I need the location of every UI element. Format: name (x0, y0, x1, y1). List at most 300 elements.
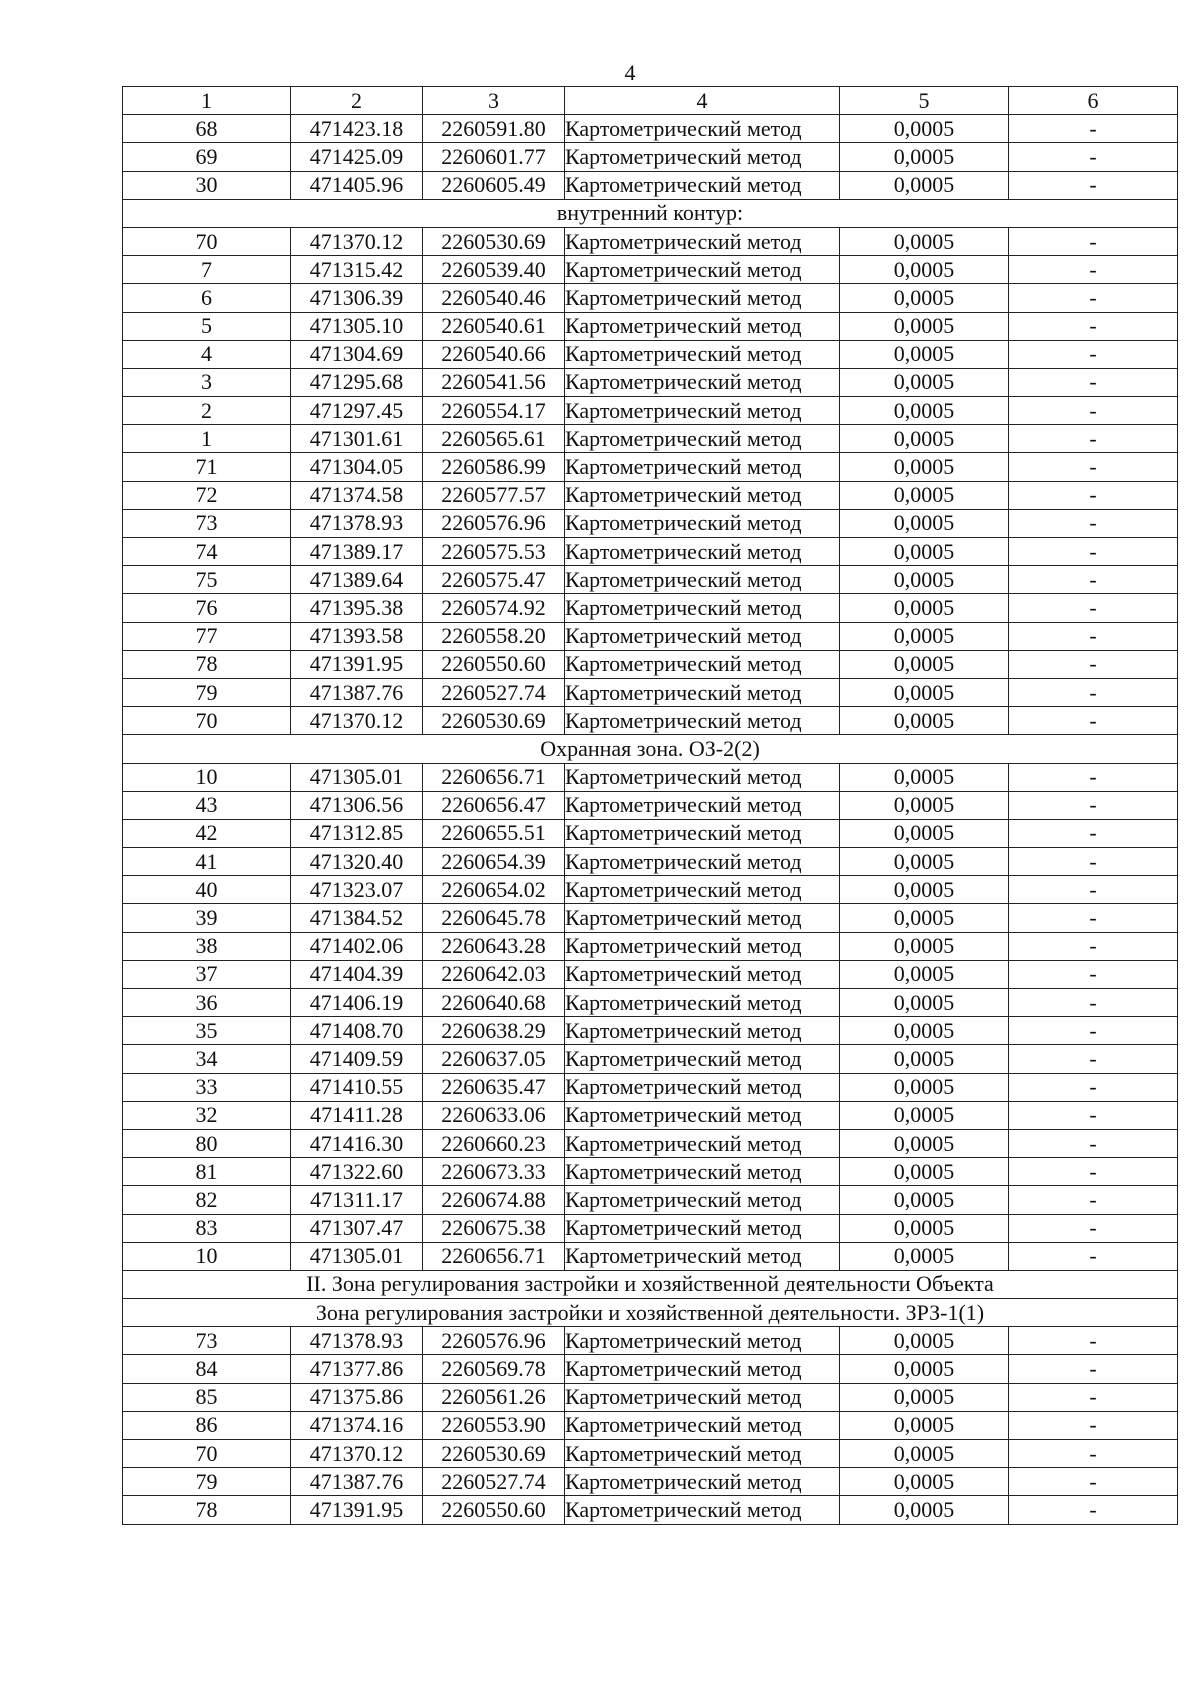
table-row (123, 1101, 1178, 1129)
point-number-cell: 2 (123, 397, 291, 425)
method-cell: Картометрический метод (565, 622, 840, 650)
y-coordinate-cell: 2260540.66 (423, 340, 565, 368)
accuracy-cell: 0,0005 (840, 312, 1009, 340)
point-number-cell: 82 (123, 1186, 291, 1214)
y-coordinate-cell: 2260530.69 (423, 1440, 565, 1468)
table-row (123, 1242, 1178, 1270)
accuracy-cell: 0,0005 (840, 284, 1009, 312)
y-coordinate-cell: 2260530.69 (423, 707, 565, 735)
x-coordinate-cell: 471423.18 (291, 115, 423, 143)
note-cell: - (1009, 227, 1178, 255)
accuracy-cell: 0,0005 (840, 876, 1009, 904)
table-row (123, 425, 1178, 453)
accuracy-cell: 0,0005 (840, 904, 1009, 932)
accuracy-cell: 0,0005 (840, 1468, 1009, 1496)
page-number: 4 (624, 60, 636, 85)
note-cell: - (1009, 340, 1178, 368)
y-coordinate-cell: 2260643.28 (423, 932, 565, 960)
y-coordinate-cell: 2260591.80 (423, 115, 565, 143)
table-row (123, 1355, 1178, 1383)
note-cell: - (1009, 1327, 1178, 1355)
table-row (123, 1383, 1178, 1411)
method-cell: Картометрический метод (565, 227, 840, 255)
note-cell: - (1009, 397, 1178, 425)
accuracy-cell: 0,0005 (840, 932, 1009, 960)
table-row (123, 368, 1178, 396)
x-coordinate-cell: 471387.76 (291, 678, 423, 706)
note-cell: - (1009, 904, 1178, 932)
x-coordinate-cell: 471374.58 (291, 481, 423, 509)
x-coordinate-cell: 471384.52 (291, 904, 423, 932)
method-cell: Картометрический метод (565, 1468, 840, 1496)
point-number-cell: 38 (123, 932, 291, 960)
method-cell: Картометрический метод (565, 1129, 840, 1157)
x-coordinate-cell: 471315.42 (291, 256, 423, 284)
method-cell: Картометрический метод (565, 509, 840, 537)
y-coordinate-cell: 2260638.29 (423, 1017, 565, 1045)
method-cell: Картометрический метод (565, 904, 840, 932)
accuracy-cell: 0,0005 (840, 340, 1009, 368)
method-cell: Картометрический метод (565, 143, 840, 171)
point-number-cell: 85 (123, 1383, 291, 1411)
y-coordinate-cell: 2260654.39 (423, 848, 565, 876)
table-row (123, 1440, 1178, 1468)
method-cell: Картометрический метод (565, 989, 840, 1017)
table-row (123, 904, 1178, 932)
x-coordinate-cell: 471320.40 (291, 848, 423, 876)
point-number-cell: 39 (123, 904, 291, 932)
point-number-cell: 10 (123, 763, 291, 791)
x-coordinate-cell: 471410.55 (291, 1073, 423, 1101)
x-coordinate-cell: 471305.01 (291, 763, 423, 791)
note-cell: - (1009, 819, 1178, 847)
note-cell: - (1009, 1468, 1178, 1496)
table-row (123, 1158, 1178, 1186)
point-number-cell: 68 (123, 115, 291, 143)
point-number-cell: 43 (123, 791, 291, 819)
accuracy-cell: 0,0005 (840, 1129, 1009, 1157)
method-cell: Картометрический метод (565, 1242, 840, 1270)
x-coordinate-cell: 471391.95 (291, 1496, 423, 1524)
x-coordinate-cell: 471304.05 (291, 453, 423, 481)
y-coordinate-cell: 2260527.74 (423, 678, 565, 706)
table-row (123, 171, 1178, 199)
x-coordinate-cell: 471405.96 (291, 171, 423, 199)
x-coordinate-cell: 471402.06 (291, 932, 423, 960)
y-coordinate-cell: 2260655.51 (423, 819, 565, 847)
y-coordinate-cell: 2260673.33 (423, 1158, 565, 1186)
method-cell: Картометрический метод (565, 538, 840, 566)
accuracy-cell: 0,0005 (840, 678, 1009, 706)
point-number-cell: 69 (123, 143, 291, 171)
y-coordinate-cell: 2260637.05 (423, 1045, 565, 1073)
y-coordinate-cell: 2260540.46 (423, 284, 565, 312)
note-cell: - (1009, 622, 1178, 650)
y-coordinate-cell: 2260539.40 (423, 256, 565, 284)
method-cell: Картометрический метод (565, 171, 840, 199)
section-heading: Охранная зона. ОЗ-2(2) (123, 735, 1178, 763)
note-cell: - (1009, 509, 1178, 537)
y-coordinate-cell: 2260530.69 (423, 227, 565, 255)
point-number-cell: 3 (123, 368, 291, 396)
point-number-cell: 40 (123, 876, 291, 904)
table-row (123, 256, 1178, 284)
x-coordinate-cell: 471307.47 (291, 1214, 423, 1242)
y-coordinate-cell: 2260561.26 (423, 1383, 565, 1411)
table-row (123, 707, 1178, 735)
table-row (123, 312, 1178, 340)
point-number-cell: 7 (123, 256, 291, 284)
accuracy-cell: 0,0005 (840, 791, 1009, 819)
accuracy-cell: 0,0005 (840, 453, 1009, 481)
table-row (123, 1496, 1178, 1524)
table-row (123, 678, 1178, 706)
table-row (123, 1045, 1178, 1073)
x-coordinate-cell: 471370.12 (291, 707, 423, 735)
y-coordinate-cell: 2260527.74 (423, 1468, 565, 1496)
table-row (123, 989, 1178, 1017)
note-cell: - (1009, 143, 1178, 171)
point-number-cell: 76 (123, 594, 291, 622)
y-coordinate-cell: 2260569.78 (423, 1355, 565, 1383)
accuracy-cell: 0,0005 (840, 1158, 1009, 1186)
y-coordinate-cell: 2260675.38 (423, 1214, 565, 1242)
point-number-cell: 73 (123, 509, 291, 537)
accuracy-cell: 0,0005 (840, 1355, 1009, 1383)
table-row (123, 594, 1178, 622)
note-cell: - (1009, 1440, 1178, 1468)
method-cell: Картометрический метод (565, 256, 840, 284)
accuracy-cell: 0,0005 (840, 1242, 1009, 1270)
table-row (123, 227, 1178, 255)
point-number-cell: 83 (123, 1214, 291, 1242)
note-cell: - (1009, 566, 1178, 594)
accuracy-cell: 0,0005 (840, 171, 1009, 199)
y-coordinate-cell: 2260550.60 (423, 1496, 565, 1524)
column-header: 5 (840, 87, 1009, 115)
x-coordinate-cell: 471305.10 (291, 312, 423, 340)
method-cell: Картометрический метод (565, 312, 840, 340)
point-number-cell: 4 (123, 340, 291, 368)
x-coordinate-cell: 471404.39 (291, 960, 423, 988)
section-heading-row (123, 1270, 1178, 1298)
point-number-cell: 78 (123, 650, 291, 678)
table-row (123, 960, 1178, 988)
note-cell: - (1009, 1411, 1178, 1439)
method-cell: Картометрический метод (565, 368, 840, 396)
y-coordinate-cell: 2260576.96 (423, 1327, 565, 1355)
method-cell: Картометрический метод (565, 1214, 840, 1242)
table-row (123, 1411, 1178, 1439)
x-coordinate-cell: 471408.70 (291, 1017, 423, 1045)
point-number-cell: 79 (123, 678, 291, 706)
point-number-cell: 72 (123, 481, 291, 509)
y-coordinate-cell: 2260674.88 (423, 1186, 565, 1214)
method-cell: Картометрический метод (565, 566, 840, 594)
y-coordinate-cell: 2260645.78 (423, 904, 565, 932)
point-number-cell: 34 (123, 1045, 291, 1073)
point-number-cell: 70 (123, 1440, 291, 1468)
table-row (123, 819, 1178, 847)
accuracy-cell: 0,0005 (840, 1214, 1009, 1242)
x-coordinate-cell: 471387.76 (291, 1468, 423, 1496)
y-coordinate-cell: 2260605.49 (423, 171, 565, 199)
point-number-cell: 5 (123, 312, 291, 340)
method-cell: Картометрический метод (565, 678, 840, 706)
method-cell: Картометрический метод (565, 1411, 840, 1439)
method-cell: Картометрический метод (565, 481, 840, 509)
note-cell: - (1009, 425, 1178, 453)
point-number-cell: 84 (123, 1355, 291, 1383)
note-cell: - (1009, 763, 1178, 791)
point-number-cell: 70 (123, 227, 291, 255)
y-coordinate-cell: 2260654.02 (423, 876, 565, 904)
table-row (123, 932, 1178, 960)
note-cell: - (1009, 650, 1178, 678)
y-coordinate-cell: 2260656.71 (423, 1242, 565, 1270)
x-coordinate-cell: 471370.12 (291, 227, 423, 255)
note-cell: - (1009, 678, 1178, 706)
x-coordinate-cell: 471295.68 (291, 368, 423, 396)
y-coordinate-cell: 2260565.61 (423, 425, 565, 453)
note-cell: - (1009, 960, 1178, 988)
x-coordinate-cell: 471378.93 (291, 1327, 423, 1355)
accuracy-cell: 0,0005 (840, 989, 1009, 1017)
x-coordinate-cell: 471305.01 (291, 1242, 423, 1270)
method-cell: Картометрический метод (565, 284, 840, 312)
table-row (123, 622, 1178, 650)
x-coordinate-cell: 471425.09 (291, 143, 423, 171)
method-cell: Картометрический метод (565, 1186, 840, 1214)
point-number-cell: 36 (123, 989, 291, 1017)
accuracy-cell: 0,0005 (840, 622, 1009, 650)
y-coordinate-cell: 2260574.92 (423, 594, 565, 622)
method-cell: Картометрический метод (565, 763, 840, 791)
y-coordinate-cell: 2260601.77 (423, 143, 565, 171)
note-cell: - (1009, 989, 1178, 1017)
method-cell: Картометрический метод (565, 340, 840, 368)
point-number-cell: 81 (123, 1158, 291, 1186)
point-number-cell: 1 (123, 425, 291, 453)
table-row (123, 1214, 1178, 1242)
method-cell: Картометрический метод (565, 876, 840, 904)
method-cell: Картометрический метод (565, 1440, 840, 1468)
point-number-cell: 80 (123, 1129, 291, 1157)
table-row (123, 115, 1178, 143)
accuracy-cell: 0,0005 (840, 143, 1009, 171)
note-cell: - (1009, 1017, 1178, 1045)
point-number-cell: 37 (123, 960, 291, 988)
table-row (123, 143, 1178, 171)
accuracy-cell: 0,0005 (840, 1440, 1009, 1468)
accuracy-cell: 0,0005 (840, 566, 1009, 594)
note-cell: - (1009, 1158, 1178, 1186)
accuracy-cell: 0,0005 (840, 650, 1009, 678)
table-row (123, 1468, 1178, 1496)
note-cell: - (1009, 1129, 1178, 1157)
column-header: 3 (423, 87, 565, 115)
point-number-cell: 74 (123, 538, 291, 566)
note-cell: - (1009, 171, 1178, 199)
method-cell: Картометрический метод (565, 848, 840, 876)
table-row (123, 791, 1178, 819)
note-cell: - (1009, 368, 1178, 396)
note-cell: - (1009, 538, 1178, 566)
point-number-cell: 6 (123, 284, 291, 312)
method-cell: Картометрический метод (565, 1073, 840, 1101)
method-cell: Картометрический метод (565, 1355, 840, 1383)
x-coordinate-cell: 471389.64 (291, 566, 423, 594)
method-cell: Картометрический метод (565, 650, 840, 678)
y-coordinate-cell: 2260550.60 (423, 650, 565, 678)
column-header: 4 (565, 87, 840, 115)
x-coordinate-cell: 471375.86 (291, 1383, 423, 1411)
accuracy-cell: 0,0005 (840, 848, 1009, 876)
note-cell: - (1009, 1355, 1178, 1383)
table-row (123, 1129, 1178, 1157)
x-coordinate-cell: 471322.60 (291, 1158, 423, 1186)
note-cell: - (1009, 594, 1178, 622)
y-coordinate-cell: 2260575.47 (423, 566, 565, 594)
x-coordinate-cell: 471306.56 (291, 791, 423, 819)
y-coordinate-cell: 2260540.61 (423, 312, 565, 340)
accuracy-cell: 0,0005 (840, 1496, 1009, 1524)
accuracy-cell: 0,0005 (840, 1383, 1009, 1411)
table-row (123, 481, 1178, 509)
table-row (123, 453, 1178, 481)
x-coordinate-cell: 471377.86 (291, 1355, 423, 1383)
coordinates-table (122, 86, 1178, 1525)
x-coordinate-cell: 471391.95 (291, 650, 423, 678)
point-number-cell: 86 (123, 1411, 291, 1439)
accuracy-cell: 0,0005 (840, 115, 1009, 143)
section-heading-row (123, 735, 1178, 763)
note-cell: - (1009, 1214, 1178, 1242)
method-cell: Картометрический метод (565, 1327, 840, 1355)
note-cell: - (1009, 312, 1178, 340)
method-cell: Картометрический метод (565, 397, 840, 425)
y-coordinate-cell: 2260633.06 (423, 1101, 565, 1129)
table-row (123, 848, 1178, 876)
x-coordinate-cell: 471301.61 (291, 425, 423, 453)
accuracy-cell: 0,0005 (840, 707, 1009, 735)
x-coordinate-cell: 471406.19 (291, 989, 423, 1017)
accuracy-cell: 0,0005 (840, 1045, 1009, 1073)
x-coordinate-cell: 471304.69 (291, 340, 423, 368)
column-number-header-row (123, 87, 1178, 115)
method-cell: Картометрический метод (565, 819, 840, 847)
y-coordinate-cell: 2260576.96 (423, 509, 565, 537)
accuracy-cell: 0,0005 (840, 256, 1009, 284)
accuracy-cell: 0,0005 (840, 509, 1009, 537)
accuracy-cell: 0,0005 (840, 1186, 1009, 1214)
y-coordinate-cell: 2260553.90 (423, 1411, 565, 1439)
method-cell: Картометрический метод (565, 932, 840, 960)
note-cell: - (1009, 256, 1178, 284)
x-coordinate-cell: 471389.17 (291, 538, 423, 566)
point-number-cell: 33 (123, 1073, 291, 1101)
point-number-cell: 70 (123, 707, 291, 735)
method-cell: Картометрический метод (565, 453, 840, 481)
y-coordinate-cell: 2260577.57 (423, 481, 565, 509)
accuracy-cell: 0,0005 (840, 368, 1009, 396)
point-number-cell: 73 (123, 1327, 291, 1355)
accuracy-cell: 0,0005 (840, 960, 1009, 988)
y-coordinate-cell: 2260660.23 (423, 1129, 565, 1157)
x-coordinate-cell: 471409.59 (291, 1045, 423, 1073)
method-cell: Картометрический метод (565, 707, 840, 735)
x-coordinate-cell: 471311.17 (291, 1186, 423, 1214)
method-cell: Картометрический метод (565, 791, 840, 819)
method-cell: Картометрический метод (565, 1101, 840, 1129)
table-row (123, 397, 1178, 425)
accuracy-cell: 0,0005 (840, 397, 1009, 425)
x-coordinate-cell: 471411.28 (291, 1101, 423, 1129)
accuracy-cell: 0,0005 (840, 538, 1009, 566)
y-coordinate-cell: 2260575.53 (423, 538, 565, 566)
note-cell: - (1009, 1383, 1178, 1411)
section-heading-row (123, 1299, 1178, 1327)
note-cell: - (1009, 791, 1178, 819)
table-row (123, 876, 1178, 904)
note-cell: - (1009, 876, 1178, 904)
note-cell: - (1009, 1496, 1178, 1524)
x-coordinate-cell: 471297.45 (291, 397, 423, 425)
point-number-cell: 71 (123, 453, 291, 481)
table-row (123, 284, 1178, 312)
table-row (123, 566, 1178, 594)
y-coordinate-cell: 2260635.47 (423, 1073, 565, 1101)
point-number-cell: 79 (123, 1468, 291, 1496)
method-cell: Картометрический метод (565, 425, 840, 453)
table-row (123, 509, 1178, 537)
table-row (123, 340, 1178, 368)
column-header: 6 (1009, 87, 1178, 115)
table-row (123, 1017, 1178, 1045)
accuracy-cell: 0,0005 (840, 1101, 1009, 1129)
coordinates-table-body (123, 87, 1178, 1525)
y-coordinate-cell: 2260640.68 (423, 989, 565, 1017)
section-heading: Зона регулирования застройки и хозяйственной деятельности. ЗРЗ-1(1) (123, 1299, 1178, 1327)
note-cell: - (1009, 1045, 1178, 1073)
x-coordinate-cell: 471306.39 (291, 284, 423, 312)
section-heading-row (123, 199, 1178, 227)
method-cell: Картометрический метод (565, 1383, 840, 1411)
point-number-cell: 32 (123, 1101, 291, 1129)
note-cell: - (1009, 453, 1178, 481)
note-cell: - (1009, 481, 1178, 509)
method-cell: Картометрический метод (565, 960, 840, 988)
accuracy-cell: 0,0005 (840, 1411, 1009, 1439)
x-coordinate-cell: 471416.30 (291, 1129, 423, 1157)
section-heading: внутренний контур: (123, 199, 1178, 227)
table-row (123, 538, 1178, 566)
y-coordinate-cell: 2260541.56 (423, 368, 565, 396)
note-cell: - (1009, 115, 1178, 143)
point-number-cell: 42 (123, 819, 291, 847)
x-coordinate-cell: 471370.12 (291, 1440, 423, 1468)
note-cell: - (1009, 707, 1178, 735)
x-coordinate-cell: 471378.93 (291, 509, 423, 537)
x-coordinate-cell: 471312.85 (291, 819, 423, 847)
y-coordinate-cell: 2260554.17 (423, 397, 565, 425)
accuracy-cell: 0,0005 (840, 594, 1009, 622)
x-coordinate-cell: 471393.58 (291, 622, 423, 650)
y-coordinate-cell: 2260656.71 (423, 763, 565, 791)
y-coordinate-cell: 2260642.03 (423, 960, 565, 988)
point-number-cell: 77 (123, 622, 291, 650)
note-cell: - (1009, 848, 1178, 876)
